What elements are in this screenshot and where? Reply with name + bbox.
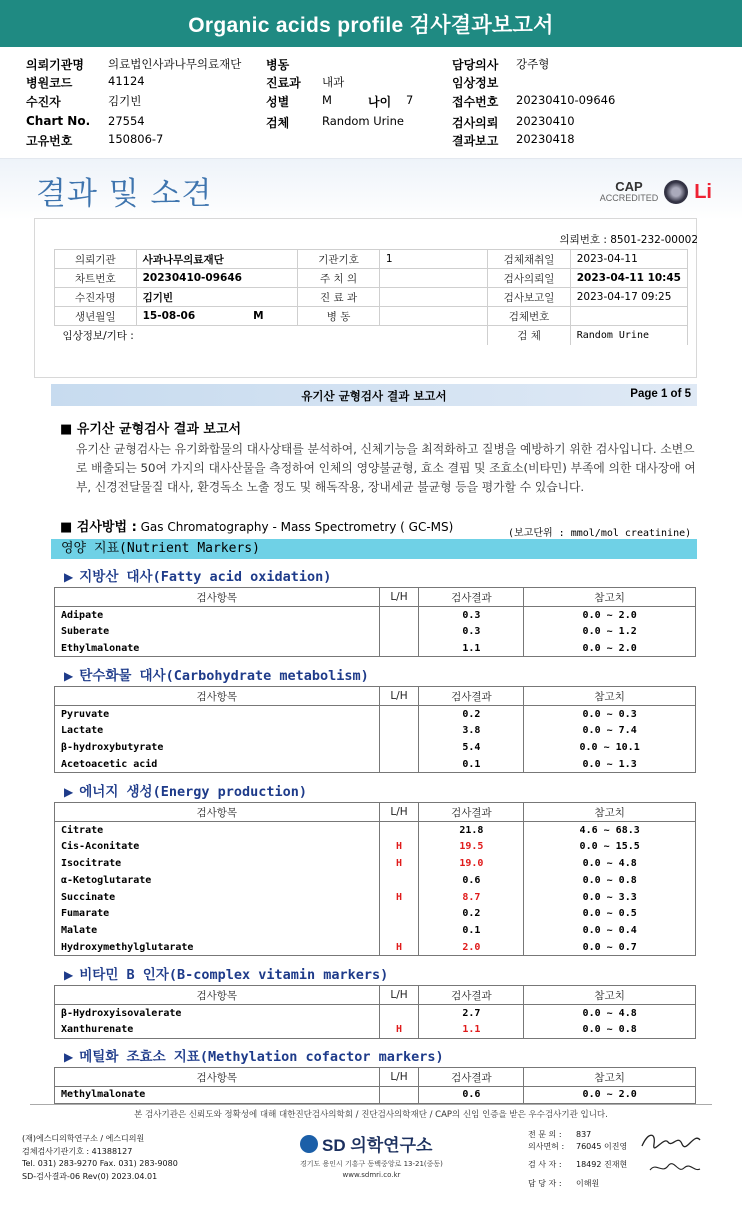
table-row	[55, 722, 696, 739]
header-value: 내과	[322, 75, 345, 89]
cell-name: Acetoacetic acid	[55, 756, 380, 773]
group-title-text: 메틸화 조효소 지표(Methylation cofactor markers)	[79, 1049, 444, 1065]
table-row	[55, 706, 696, 723]
header-value: 41124	[108, 74, 145, 88]
header-value: 김기빈	[108, 94, 142, 108]
info-value: 1	[379, 250, 487, 269]
cell-lh	[379, 872, 419, 889]
info-value	[379, 307, 487, 326]
info-key: 의뢰기관	[55, 250, 137, 269]
table-row	[55, 756, 696, 773]
header-label: 고유번호	[26, 134, 73, 148]
column-header: 검사결과	[419, 588, 524, 607]
table-row	[55, 607, 696, 624]
signer-label: 담 당 자 :	[528, 1178, 562, 1188]
signer-label: 검 사 자 :	[528, 1160, 562, 1169]
cell-result: 0.6	[419, 1087, 524, 1104]
header-value: 의료법인사과나무의료재단	[108, 57, 242, 71]
cell-ref: 0.0 ~ 15.5	[524, 838, 696, 855]
section-title: 유기산 균형검사 결과 보고서	[301, 389, 447, 403]
cell-name: Suberate	[55, 623, 380, 640]
cell-ref: 0.0 ~ 2.0	[524, 640, 696, 657]
cell-result: 19.5	[419, 838, 524, 855]
cell-ref: 0.0 ~ 4.8	[524, 1005, 696, 1022]
cell-name: Adipate	[55, 607, 380, 624]
info-key: 차트번호	[55, 269, 137, 288]
signer-value: 18492 진재현	[576, 1160, 628, 1169]
cell-ref: 0.0 ~ 4.8	[524, 855, 696, 872]
info-key: 진 료 과	[298, 288, 380, 307]
info-key: 기관기호	[298, 250, 380, 269]
cell-name: Ethylmalonate	[55, 640, 380, 657]
header-value: M	[322, 93, 332, 107]
lab-info-line: 검체검사기관기호 : 41388127	[22, 1146, 133, 1156]
info-value	[379, 269, 487, 288]
cell-lh	[379, 722, 419, 739]
cell-name: Cis-Aconitate	[55, 838, 380, 855]
cell-result: 1.1	[419, 640, 524, 657]
info-value	[570, 307, 687, 326]
cell-lh	[379, 822, 419, 839]
cell-ref: 0.0 ~ 0.3	[524, 706, 696, 723]
table-row	[55, 905, 696, 922]
cell-lh	[379, 607, 419, 624]
info-key: 병 동	[298, 307, 380, 326]
cell-result: 0.3	[419, 623, 524, 640]
cell-ref: 0.0 ~ 10.1	[524, 739, 696, 756]
triangle-icon: ▶	[64, 1050, 74, 1064]
lab-address: 경기도 용인시 기흥구 동백중앙로 13-21(중동)	[300, 1160, 443, 1168]
column-header: 참고치	[524, 986, 696, 1005]
table-row	[55, 838, 696, 855]
triangle-icon: ▶	[64, 570, 74, 584]
header-label: 결과보고	[452, 134, 499, 148]
cell-result: 21.8	[419, 822, 524, 839]
column-header: 검사결과	[419, 687, 524, 706]
cell-ref: 0.0 ~ 0.4	[524, 922, 696, 939]
society-seal-icon	[664, 180, 688, 204]
group-title-text: 탄수화물 대사(Carbohydrate metabolism)	[79, 668, 369, 684]
cell-ref: 0.0 ~ 0.7	[524, 939, 696, 956]
patient-info-table	[54, 249, 688, 345]
info-value: 2023-04-17 09:25	[570, 288, 687, 307]
cell-lh: H	[379, 1021, 419, 1038]
group-title-text: 지방산 대사(Fatty acid oxidation)	[79, 569, 332, 585]
header-value: Random Urine	[322, 114, 404, 128]
cell-name: Lactate	[55, 722, 380, 739]
clinical-info: 임상정보/기타 :	[55, 326, 488, 345]
info-value	[379, 288, 487, 307]
cell-ref: 0.0 ~ 2.0	[524, 607, 696, 624]
cell-lh	[379, 905, 419, 922]
header-label: 진료과	[266, 76, 301, 90]
cell-name: Malate	[55, 922, 380, 939]
lab-logo	[300, 1131, 443, 1181]
table-header-row	[55, 1068, 696, 1087]
table-row	[55, 640, 696, 657]
result-table	[54, 686, 696, 773]
cell-name: Hydroxymethylglutarate	[55, 939, 380, 956]
cell-ref: 0.0 ~ 1.2	[524, 623, 696, 640]
column-header: 참고치	[524, 803, 696, 822]
section-title-bar	[51, 384, 697, 406]
cell-result: 19.0	[419, 855, 524, 872]
column-header: L/H	[379, 986, 419, 1005]
cell-name: Xanthurenate	[55, 1021, 380, 1038]
header-value: 강주형	[516, 57, 550, 71]
sd-logo-icon	[300, 1135, 318, 1153]
header-label: 수진자	[26, 95, 61, 109]
patient-header	[0, 56, 742, 152]
info-key: 검체채취일	[488, 250, 570, 269]
column-header: 검사항목	[55, 588, 380, 607]
cell-result: 0.3	[419, 607, 524, 624]
request-number: 의뢰번호 : 8501-232-00002	[559, 234, 698, 246]
cell-ref: 0.0 ~ 3.3	[524, 889, 696, 906]
table-row	[55, 822, 696, 839]
cell-result: 3.8	[419, 722, 524, 739]
cell-result: 2.7	[419, 1005, 524, 1022]
table-row	[55, 623, 696, 640]
cell-ref: 0.0 ~ 0.5	[524, 905, 696, 922]
intro-text: 유기산 균형검사는 유기화합물의 대사상태를 분석하여, 신체기능을 최적화하고 질병을 예방하기 위한 검사입니다. 소변으로 배출되는 50여 가지의 대사산물을 측정하여 인체의 영양불균형, 효소 결핍 및 조효소(비타민) 부족에 의한 대사장애 여부, 신경전달물질 대사, 환경독소 노출 정도 및 해독작용, 장내세균 불균형 등을 평가할 수 있습니다.	[76, 442, 696, 494]
cell-lh: H	[379, 939, 419, 956]
cell-lh	[379, 739, 419, 756]
footer-note: 본 검사기관은 신뢰도와 정확성에 대해 대한진단검사의학회 / 진단검사의학재단 / CAP의 신임 인증을 받은 우수검사기관 입니다.	[134, 1110, 608, 1120]
cell-ref: 0.0 ~ 7.4	[524, 722, 696, 739]
cell-lh: H	[379, 855, 419, 872]
lab-info-line: SD-검사결과-06 Rev(0) 2023.04.01	[22, 1171, 158, 1181]
result-table	[54, 1067, 696, 1104]
info-value: 20230410-09646	[136, 269, 298, 288]
header-label: 검사의뢰	[452, 116, 499, 130]
table-header-row	[55, 588, 696, 607]
cell-name: Isocitrate	[55, 855, 380, 872]
header-label: 접수번호	[452, 95, 499, 109]
group-title	[64, 963, 388, 983]
triangle-icon: ▶	[64, 785, 74, 799]
header-value: 150806-7	[108, 132, 164, 146]
cell-lh	[379, 756, 419, 773]
group-title	[64, 565, 331, 585]
header-label: 성별	[266, 95, 290, 109]
signers	[528, 1129, 627, 1189]
result-table	[54, 985, 696, 1039]
cell-lh: H	[379, 889, 419, 906]
group-title	[64, 664, 369, 684]
table-row	[55, 739, 696, 756]
lab-url: www.sdmri.co.kr	[342, 1171, 401, 1179]
info-key: 검사보고일	[488, 288, 570, 307]
table-row	[55, 855, 696, 872]
column-header: L/H	[379, 803, 419, 822]
column-header: 참고치	[524, 1068, 696, 1087]
accreditation-logos	[600, 180, 712, 204]
column-header: 검사결과	[419, 803, 524, 822]
cell-result: 5.4	[419, 739, 524, 756]
column-header: 참고치	[524, 687, 696, 706]
doctor-signature-icon	[638, 1128, 708, 1156]
triangle-icon: ▶	[64, 669, 74, 683]
cell-lh	[379, 922, 419, 939]
column-header: L/H	[379, 1068, 419, 1087]
info-value: 2023-04-11 10:45	[570, 269, 687, 288]
table-row	[55, 939, 696, 956]
group-title-text: 비타민 B 인자(B-complex vitamin markers)	[79, 967, 389, 983]
signer-label: 의사면허 :	[528, 1141, 565, 1151]
table-row	[55, 1021, 696, 1038]
tester-signature-icon	[648, 1160, 704, 1178]
table-row	[55, 1005, 696, 1022]
info-key: 검체번호	[488, 307, 570, 326]
result-table	[54, 802, 696, 956]
cell-ref: 0.0 ~ 1.3	[524, 756, 696, 773]
method-line: ■ 검사방법 : Gas Chromatography - Mass Spectrometry ( GC-MS)	[60, 520, 454, 535]
signer-row	[528, 1129, 627, 1141]
column-header: 검사항목	[55, 986, 380, 1005]
cell-lh	[379, 706, 419, 723]
category-bar: 영양 지표(Nutrient Markers)	[51, 539, 697, 559]
header-value: 20230410	[516, 114, 575, 128]
result-table	[54, 587, 696, 657]
cell-name: Pyruvate	[55, 706, 380, 723]
cell-name: β-Hydroxyisovalerate	[55, 1005, 380, 1022]
header-label: 담당의사	[452, 58, 499, 72]
report-banner: Organic acids profile 검사결과보고서	[0, 0, 742, 47]
cell-result: 0.2	[419, 706, 524, 723]
signer-label	[528, 1152, 576, 1159]
info-value: 사과나무의료재단	[136, 250, 298, 269]
signer-row	[528, 1152, 627, 1159]
column-header: L/H	[379, 687, 419, 706]
header-value: 27554	[108, 114, 145, 128]
cell-name: Succinate	[55, 889, 380, 906]
sub-title: ■ 유기산 균형검사 결과 보고서	[60, 422, 242, 437]
table-header-row	[55, 803, 696, 822]
signer-value: 837	[576, 1130, 592, 1139]
table-row	[55, 889, 696, 906]
cell-lh	[379, 1087, 419, 1104]
li-logo-icon: Li	[694, 180, 712, 203]
table-header-row	[55, 687, 696, 706]
unit-note: (보고단위 : mmol/mol creatinine)	[508, 528, 692, 539]
cell-lh	[379, 623, 419, 640]
cell-lh	[379, 640, 419, 657]
group-title-text: 에너지 생성(Energy production)	[79, 784, 307, 800]
header-value: 20230418	[516, 132, 575, 146]
cap-logo-icon: CAP ACCREDITED	[599, 178, 659, 203]
page-indicator: Page 1 of 5	[630, 388, 691, 400]
cell-result: 1.1	[419, 1021, 524, 1038]
column-header: 검사결과	[419, 1068, 524, 1087]
cell-result: 2.0	[419, 939, 524, 956]
result-title: 결과 및 소견	[36, 176, 213, 212]
column-header: 검사항목	[55, 803, 380, 822]
cell-result: 0.1	[419, 922, 524, 939]
triangle-icon: ▶	[64, 968, 74, 982]
table-header-row	[55, 986, 696, 1005]
column-header: 참고치	[524, 588, 696, 607]
lab-brand: SD 의학연구소	[322, 1136, 433, 1155]
cell-name: Citrate	[55, 822, 380, 839]
info-value: 15-08-06 M	[136, 307, 298, 326]
signer-label: 전 문 의 :	[528, 1130, 562, 1139]
header-label: 임상정보	[452, 76, 499, 90]
cell-result: 0.1	[419, 756, 524, 773]
column-header: 검사항목	[55, 687, 380, 706]
cell-lh	[379, 1005, 419, 1022]
table-row	[55, 922, 696, 939]
cell-ref: 0.0 ~ 2.0	[524, 1087, 696, 1104]
cell-ref: 0.0 ~ 0.8	[524, 872, 696, 889]
info-key: 주 치 의	[298, 269, 380, 288]
info-value: 김기빈	[136, 288, 298, 307]
header-label: 병동	[266, 58, 290, 72]
cell-ref: 0.0 ~ 0.8	[524, 1021, 696, 1038]
info-value: Random Urine	[570, 326, 687, 345]
table-row	[55, 872, 696, 889]
header-label: 나이	[368, 95, 392, 109]
info-value: 2023-04-11	[570, 250, 687, 269]
header-label: Chart No.	[26, 114, 91, 128]
signer-row	[528, 1178, 627, 1190]
cell-result: 0.2	[419, 905, 524, 922]
table-row	[55, 1087, 696, 1104]
header-value: 7	[406, 93, 414, 107]
cell-lh: H	[379, 838, 419, 855]
cell-ref: 4.6 ~ 68.3	[524, 822, 696, 839]
header-value: 20230410-09646	[516, 93, 616, 107]
cell-name: Fumarate	[55, 905, 380, 922]
signer-row	[528, 1171, 627, 1178]
group-title	[64, 1045, 444, 1065]
cell-name: β-hydroxybutyrate	[55, 739, 380, 756]
cell-name: Methylmalonate	[55, 1087, 380, 1104]
lab-info	[22, 1133, 178, 1183]
column-header: L/H	[379, 588, 419, 607]
column-header: 검사결과	[419, 986, 524, 1005]
header-label: 검체	[266, 116, 290, 130]
cell-name: α-Ketoglutarate	[55, 872, 380, 889]
header-label: 병원코드	[26, 76, 73, 90]
cell-result: 8.7	[419, 889, 524, 906]
signer-row	[528, 1159, 627, 1171]
cell-result: 0.6	[419, 872, 524, 889]
signer-row	[528, 1141, 627, 1153]
signer-value: 76045 이진영	[576, 1141, 628, 1151]
info-key: 검 체	[488, 326, 570, 345]
signer-value: 이해원	[576, 1178, 600, 1188]
info-key: 수진자명	[55, 288, 137, 307]
group-title	[64, 780, 307, 800]
lab-info-line: (재)에스디의학연구소 / 에스디의원	[22, 1134, 145, 1143]
info-key: 생년월일	[55, 307, 137, 326]
header-label: 의뢰기관명	[26, 58, 84, 72]
signer-label	[528, 1171, 576, 1178]
footer-divider	[30, 1104, 712, 1105]
info-key: 검사의뢰일	[488, 269, 570, 288]
column-header: 검사항목	[55, 1068, 380, 1087]
lab-info-line: Tel. 031) 283-9270 Fax. 031) 283-9080	[22, 1159, 178, 1168]
